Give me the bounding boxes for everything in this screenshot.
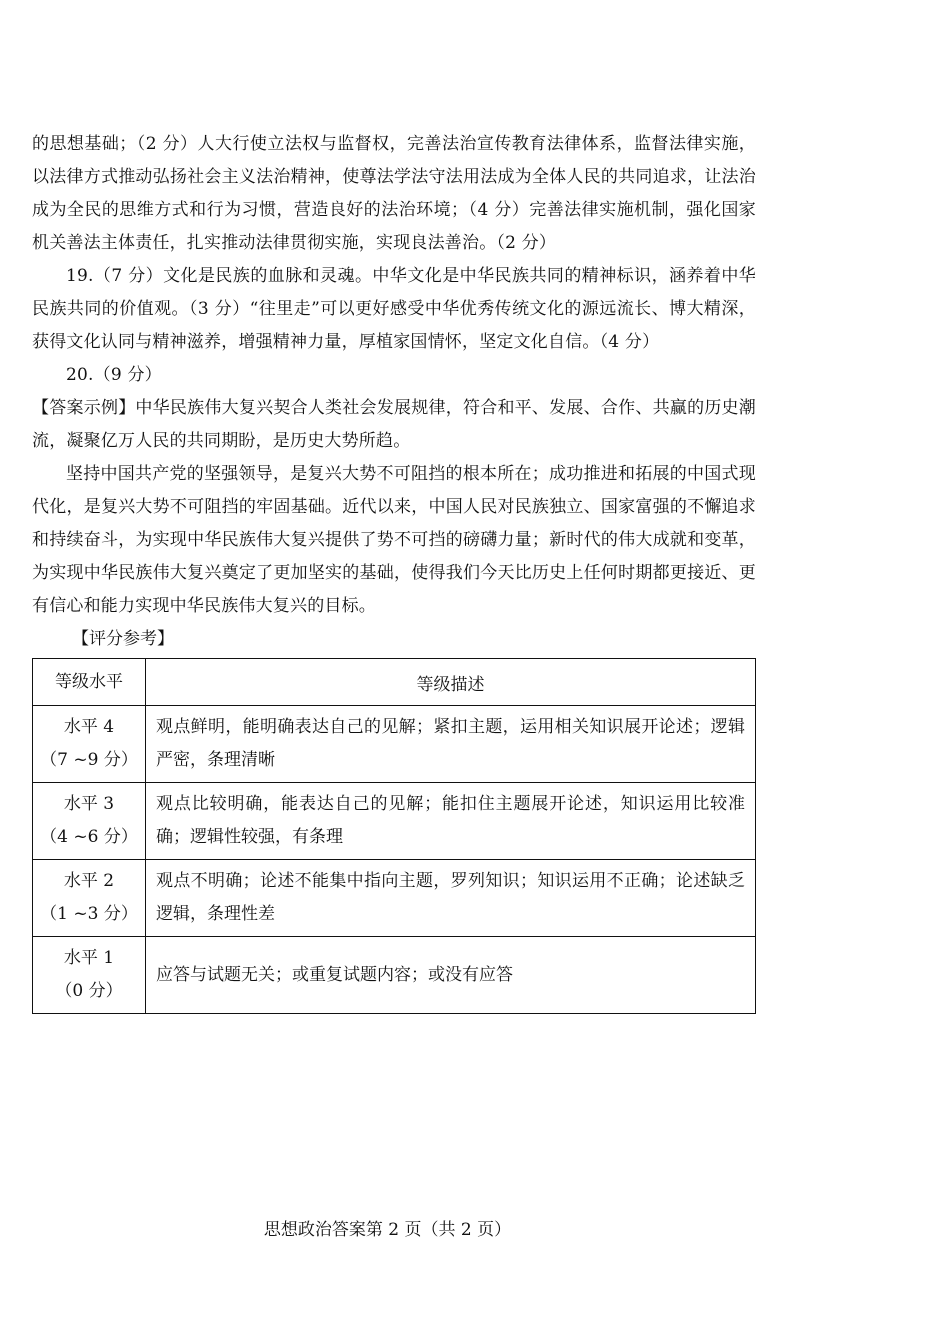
table-row bbox=[33, 860, 756, 937]
answer-heading-20: 20.（9 分） bbox=[66, 365, 162, 385]
level-cell bbox=[33, 937, 146, 1014]
table-row bbox=[33, 706, 756, 783]
level-name: 水平 2 bbox=[63, 871, 115, 891]
level-cell bbox=[33, 706, 146, 783]
answer-example-intro: 【答案示例】中华民族伟大复兴契合人类社会发展规律，符合和平、发展、合作、共赢的历史潮流，凝聚亿万人民的共同期盼，是历史大势所趋。 bbox=[32, 398, 756, 451]
level-description: 观点不明确；论述不能集中指向主题，罗列知识；知识运用不正确；论述缺乏逻辑，条理性差 bbox=[146, 860, 756, 937]
answer-page-body bbox=[32, 128, 756, 1014]
level-cell bbox=[33, 783, 146, 860]
level-range: （1 ~3 分） bbox=[40, 904, 138, 924]
level-range: （0 分） bbox=[55, 981, 123, 1001]
level-range: （4 ~6 分） bbox=[40, 827, 138, 847]
grading-reference-label: 【评分参考】 bbox=[72, 629, 174, 649]
answer-paragraph-18-cont: 的思想基础；（2 分）人大行使立法权与监督权，完善法治宣传教育法律体系，监督法律实施，以法律方式推动弘扬社会主义法治精神，使尊法学法守法用法成为全体人民的共同追求，让法治成为全民的思维方式和行为习惯，营造良好的法治环境；（4 分）完善法律实施机制，强化国家机关善法主体责任，扎实推动法律贯彻实施，实现良法善治。（2 分） bbox=[32, 134, 756, 253]
level-name: 水平 4 bbox=[63, 717, 115, 737]
header-level: 等级水平 bbox=[33, 659, 146, 706]
level-description: 应答与试题无关；或重复试题内容；或没有应答 bbox=[146, 937, 756, 1014]
page-footer: 思想政治答案第 2 页（共 2 页） bbox=[263, 1220, 512, 1240]
grading-table-header-row bbox=[33, 659, 756, 706]
level-name: 水平 3 bbox=[63, 794, 115, 814]
table-row bbox=[33, 783, 756, 860]
grading-table bbox=[32, 658, 756, 1014]
answer-example-body: 坚持中国共产党的坚强领导，是复兴大势不可阻挡的根本所在；成功推进和拓展的中国式现代化，是复兴大势不可阻挡的牢固基础。近代以来，中国人民对民族独立、国家富强的不懈追求和持续奋斗，为实现中华民族伟大复兴提供了势不可挡的磅礴力量；新时代的伟大成就和变革，为实现中华民族伟大复兴奠定了更加坚实的基础，使得我们今天比历史上任何时期都更接近、更有信心和能力实现中华民族伟大复兴的目标。 bbox=[32, 464, 756, 616]
level-name: 水平 1 bbox=[63, 948, 115, 968]
table-row bbox=[33, 937, 756, 1014]
level-description: 观点比较明确，能表达自己的见解；能扣住主题展开论述，知识运用比较准确；逻辑性较强，有条理 bbox=[146, 783, 756, 860]
level-cell bbox=[33, 860, 146, 937]
level-range: （7 ~9 分） bbox=[40, 750, 138, 770]
level-description: 观点鲜明，能明确表达自己的见解；紧扣主题，运用相关知识展开论述；逻辑严密，条理清晰 bbox=[146, 706, 756, 783]
answer-paragraph-19: 19.（7 分）文化是民族的血脉和灵魂。中华文化是中华民族共同的精神标识，涵养着中华民族共同的价值观。（3 分）“往里走”可以更好感受中华优秀传统文化的源远流长、博大精深，获得文化认同与精神滋养，增强精神力量，厚植家国情怀，坚定文化自信。（4 分） bbox=[32, 266, 756, 352]
header-description: 等级描述 bbox=[146, 659, 756, 706]
